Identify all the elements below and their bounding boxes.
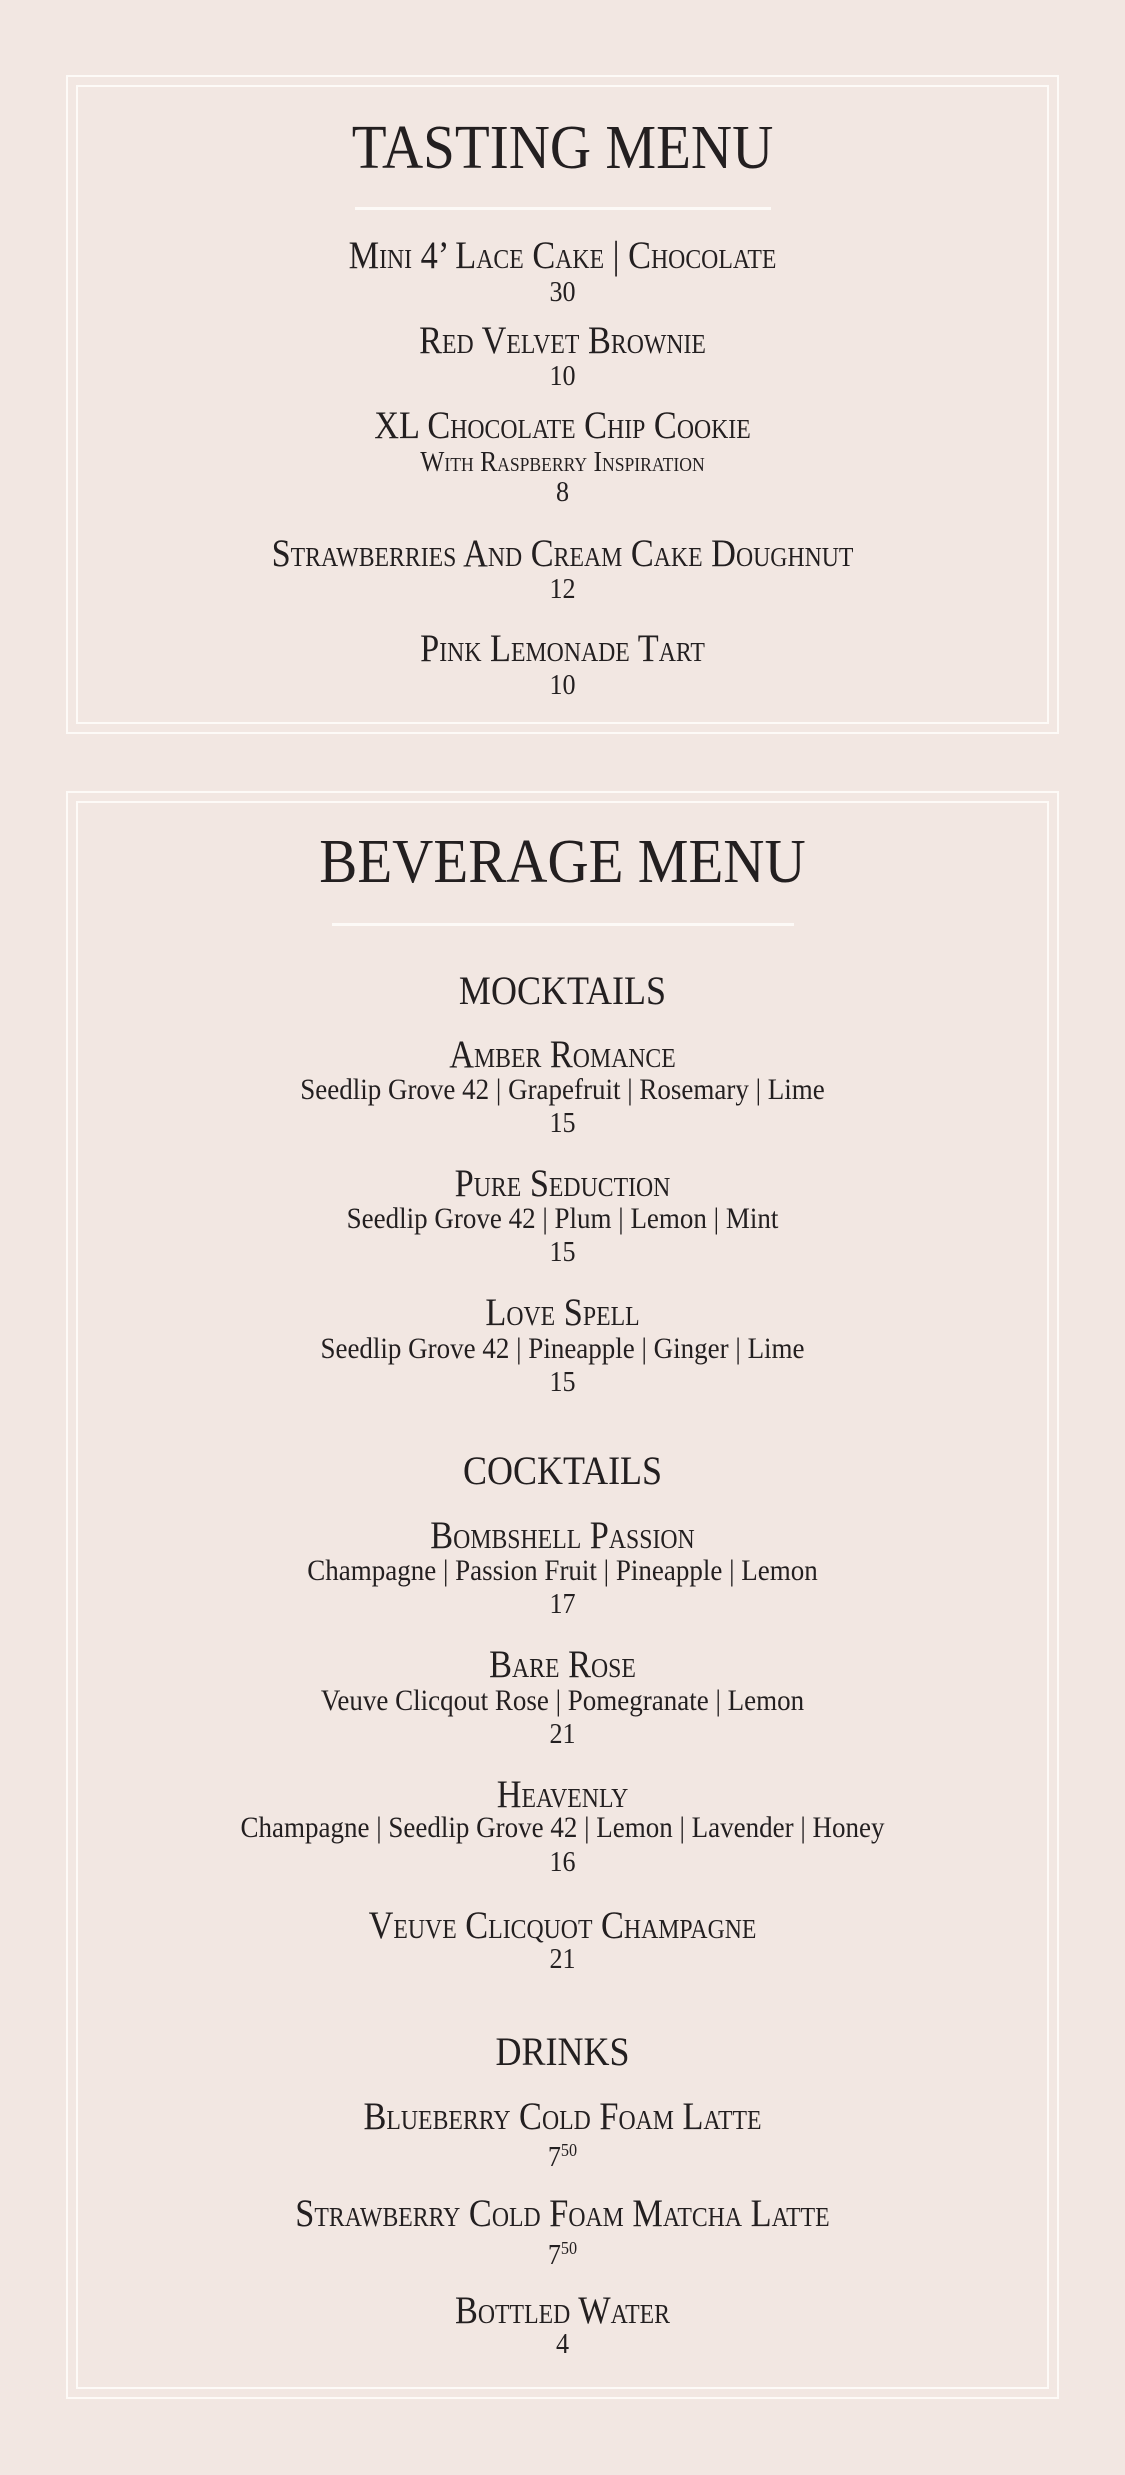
- price-whole: 7: [547, 2141, 561, 2173]
- menu-item-ingredients: Champagne | Passion Fruit | Pineapple | Lemon: [307, 1554, 818, 1587]
- menu-item-name: Bombshell Passion: [430, 1514, 695, 1557]
- menu-item-price: 30: [549, 276, 576, 308]
- menu-item-ingredients: Veuve Clicqout Rose | Pomegranate | Lemon: [320, 1684, 805, 1717]
- section-heading-mocktails: MOCKTAILS: [458, 968, 667, 1013]
- tasting-menu-title: TASTING MENU: [351, 114, 774, 182]
- menu-item-name: Amber Romance: [449, 1033, 676, 1076]
- price-cents: 50: [560, 2238, 578, 2258]
- menu-item-ingredients: Seedlip Grove 42 | Grapefruit | Rosemary | Lime: [300, 1073, 825, 1106]
- beverage-menu-divider: [68, 923, 1057, 926]
- section-heading-cocktails: COCKTAILS: [462, 1448, 663, 1493]
- section-heading-drinks: DRINKS: [495, 2029, 630, 2074]
- menu-item-subtitle: With Raspberry Inspiration: [420, 446, 705, 478]
- menu-item-price: 12: [549, 573, 576, 605]
- tasting-menu-divider: [68, 207, 1057, 210]
- menu-item-name: Mini 4’ Lace Cake | Chocolate: [348, 234, 777, 277]
- menu-item-name: Bottled Water: [454, 2289, 671, 2332]
- menu-item-price: [117, 2232, 1007, 2272]
- menu-item-name: Bare Rose: [489, 1643, 636, 1686]
- tasting-menu-card: [66, 75, 1059, 734]
- menu-item-price: 8: [555, 476, 570, 508]
- menu-item-price: [117, 2134, 1007, 2174]
- menu-item-price: 15: [549, 1236, 576, 1268]
- menu-item-name: Red Velvet Brownie: [419, 319, 706, 362]
- menu-item-ingredients: Champagne | Seedlip Grove 42 | Lemon | Lavender | Honey: [240, 1811, 885, 1844]
- menu-item-name: Love Spell: [485, 1291, 640, 1334]
- menu-item-ingredients: Seedlip Grove 42 | Pineapple | Ginger | Lime: [320, 1332, 805, 1365]
- menu-item-price: 21: [549, 1718, 576, 1750]
- menu-item-price: 15: [549, 1366, 576, 1398]
- menu-item-ingredients: Seedlip Grove 42 | Plum | Lemon | Mint: [346, 1202, 779, 1235]
- menu-item-name: XL Chocolate Chip Cookie: [374, 404, 751, 447]
- menu-item-price: 10: [549, 360, 576, 392]
- menu-item-price: 15: [549, 1107, 576, 1139]
- menu-item-name: Strawberries And Cream Cake Doughnut: [271, 532, 854, 575]
- menu-item-name: Veuve Clicquot Champagne: [368, 1904, 757, 1947]
- menu-item-name: Blueberry Cold Foam Latte: [363, 2095, 762, 2138]
- menu-item-price: 21: [549, 1943, 576, 1975]
- menu-item-name: Pure Seduction: [454, 1162, 671, 1205]
- menu-item-price: 17: [549, 1588, 576, 1620]
- menu-item-name: Pink Lemonade Tart: [420, 627, 705, 670]
- menu-item-price: 16: [549, 1846, 576, 1878]
- menu-item-price: 10: [549, 669, 576, 701]
- beverage-menu-card: [66, 791, 1059, 2399]
- menu-item-name: Heavenly: [496, 1773, 629, 1816]
- menu-item-name: Strawberry Cold Foam Matcha Latte: [295, 2192, 830, 2235]
- beverage-menu-title: BEVERAGE MENU: [319, 828, 806, 896]
- price-whole: 7: [547, 2239, 561, 2271]
- menu-item-price: 4: [555, 2328, 570, 2360]
- price-cents: 50: [560, 2140, 578, 2160]
